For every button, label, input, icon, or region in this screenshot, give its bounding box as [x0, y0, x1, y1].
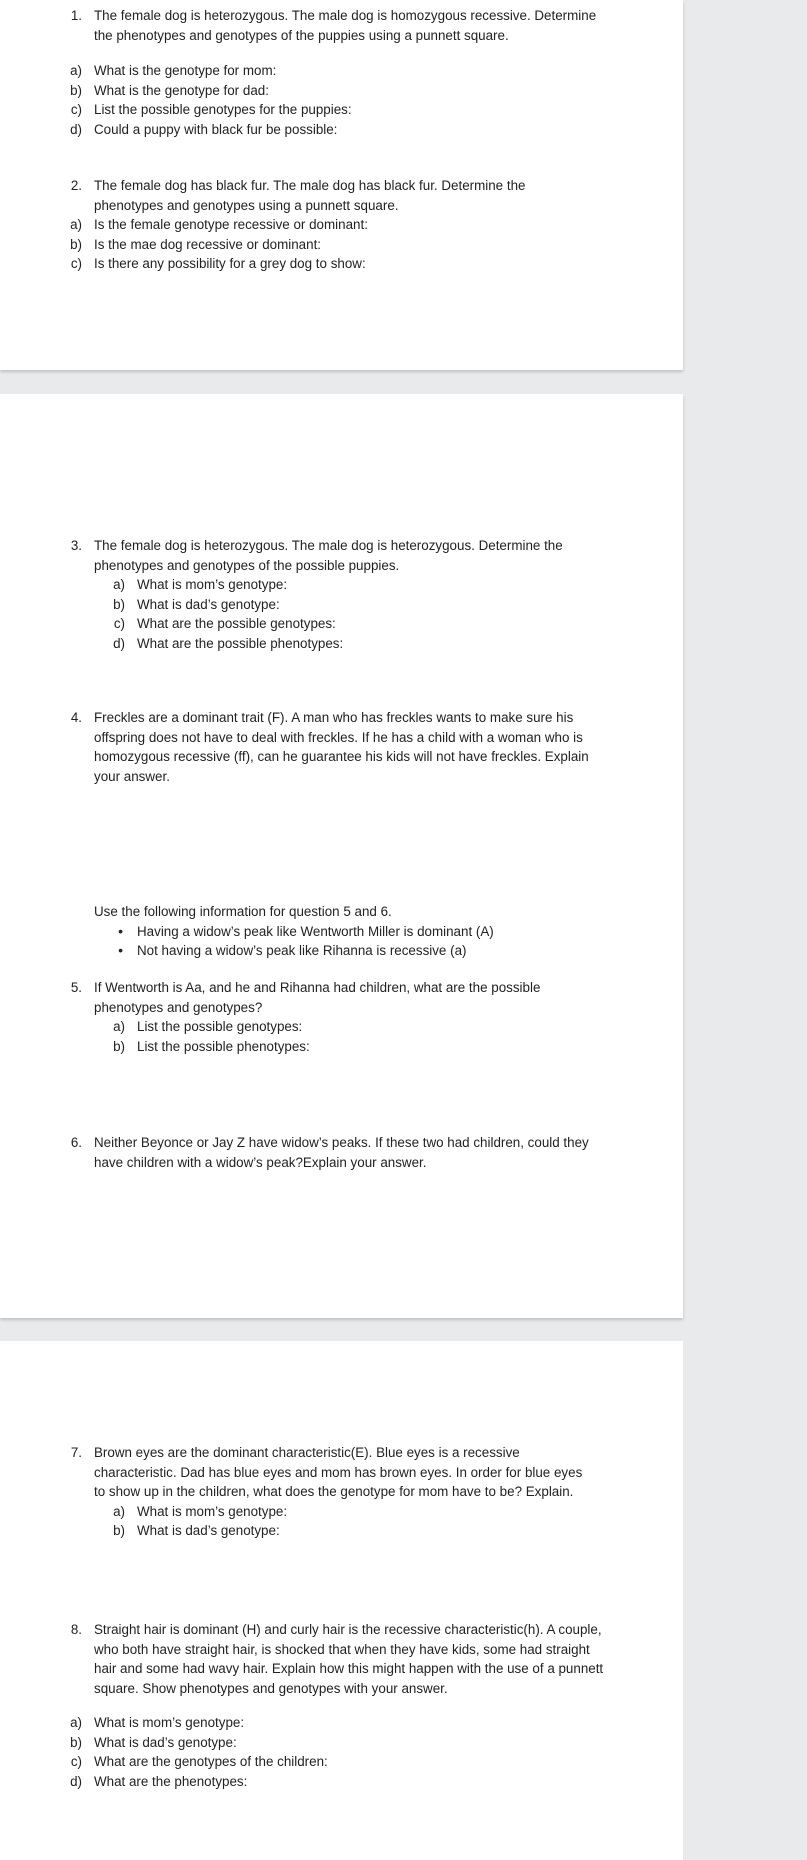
worksheet-page-3: [0, 1341, 683, 1860]
question-2: [0, 176, 683, 274]
subitem: a) Is the female genotype recessive or dominant:: [70, 217, 368, 232]
question-1: [0, 6, 683, 45]
worksheet-page-1: [0, 0, 683, 370]
question-text: Brown eyes are the dominant characteristic(E). Blue eyes is a recessive characteristic. Dad has blue eyes and mom has brown eyes. In order for blue eyes to show up in the children, what does the genotype for mom have to be? Explain.: [94, 1445, 583, 1499]
subitem: c) What are the possible genotypes:: [113, 616, 336, 631]
question-number: 7.: [70, 1445, 82, 1460]
subitem: a) What is mom’s genotype:: [113, 1503, 288, 1519]
question-text: If Wentworth is Aa, and he and Rihanna had children, what are the possible phenotypes and genotypes?: [94, 980, 541, 1015]
subitem: a) List the possible genotypes:: [113, 1019, 303, 1034]
question-7: [0, 1443, 683, 1541]
subitem: b) What is the genotype for dad:: [70, 82, 269, 98]
question-number: 6.: [70, 1135, 82, 1150]
question-6: [0, 1133, 683, 1172]
subitem: c) List the possible genotypes for the puppies:: [70, 102, 352, 117]
subitem: b) Is the mae dog recessive or dominant:: [70, 236, 322, 252]
question-number: 3.: [70, 538, 82, 553]
question-1-subitems: [0, 61, 683, 139]
subitem: b) What is dad’s genotype:: [113, 1523, 280, 1538]
subitem: b) List the possible phenotypes:: [113, 1038, 310, 1054]
question-text: Freckles are a dominant trait (F). A man who has freckles wants to make sure his offspring does not have to deal with freckles. If he has a child with a woman who is homozygous recessive (ff), can he guarantee his kids will not have freckles. Explain your answer.: [94, 710, 589, 784]
subitem: a) What is the genotype for mom:: [70, 63, 277, 78]
subitem: c) What are the genotypes of the children:: [70, 1754, 328, 1769]
question-text: Straight hair is dominant (H) and curly hair is the recessive characteristic(h). A couple, who both have straight hair, is shocked that when they have kids, some had straight hair and some had wavy hair. Explain how this might happen with the use of a punnett square. Show phenotypes and genotypes with your answer.: [94, 1622, 604, 1696]
question-4: [0, 708, 683, 786]
subitem: b) What is dad’s genotype:: [113, 596, 280, 612]
question-text: The female dog has black fur. The male dog has black fur. Determine the phenotypes and genotypes using a punnett square.: [94, 178, 526, 213]
subitem: b) What is dad’s genotype:: [70, 1734, 237, 1750]
question-3: [0, 536, 683, 653]
question-number: 4.: [70, 710, 82, 725]
question-text: The female dog is heterozygous. The male dog is homozygous recessive. Determine the phenotypes and genotypes of the puppies using a punnett square.: [94, 8, 597, 43]
subitem: a) What is mom’s genotype:: [70, 1715, 245, 1730]
question-number: 8.: [70, 1622, 82, 1637]
question-number: 5.: [70, 980, 82, 995]
bullet-item: • Not having a widow’s peak like Rihanna is recessive (a): [118, 942, 467, 958]
info-intro: Use the following information for question 5 and 6.: [94, 904, 392, 919]
bullet-item: • Having a widow’s peak like Wentworth Miller is dominant (A): [118, 922, 494, 939]
info-questions-5-6: [0, 902, 683, 961]
question-8: [0, 1620, 683, 1698]
question-number: 2.: [70, 178, 82, 193]
question-text: Neither Beyonce or Jay Z have widow’s peaks. If these two had children, could they have children with a widow’s peak?Explain your answer.: [94, 1135, 589, 1170]
question-5: [0, 978, 683, 1056]
subitem: d) Could a puppy with black fur be possible:: [70, 121, 338, 137]
subitem: d) What are the phenotypes:: [70, 1773, 248, 1789]
question-number: 1.: [70, 8, 82, 23]
worksheet-page-2: [0, 394, 683, 1318]
subitem: a) What is mom’s genotype:: [113, 577, 288, 592]
question-8-subitems: [0, 1713, 683, 1791]
question-text: The female dog is heterozygous. The male dog is heterozygous. Determine the phenotypes and genotypes of the possible puppies.: [94, 538, 563, 573]
subitem: c) Is there any possibility for a grey dog to show:: [70, 256, 366, 271]
subitem: d) What are the possible phenotypes:: [113, 635, 344, 651]
